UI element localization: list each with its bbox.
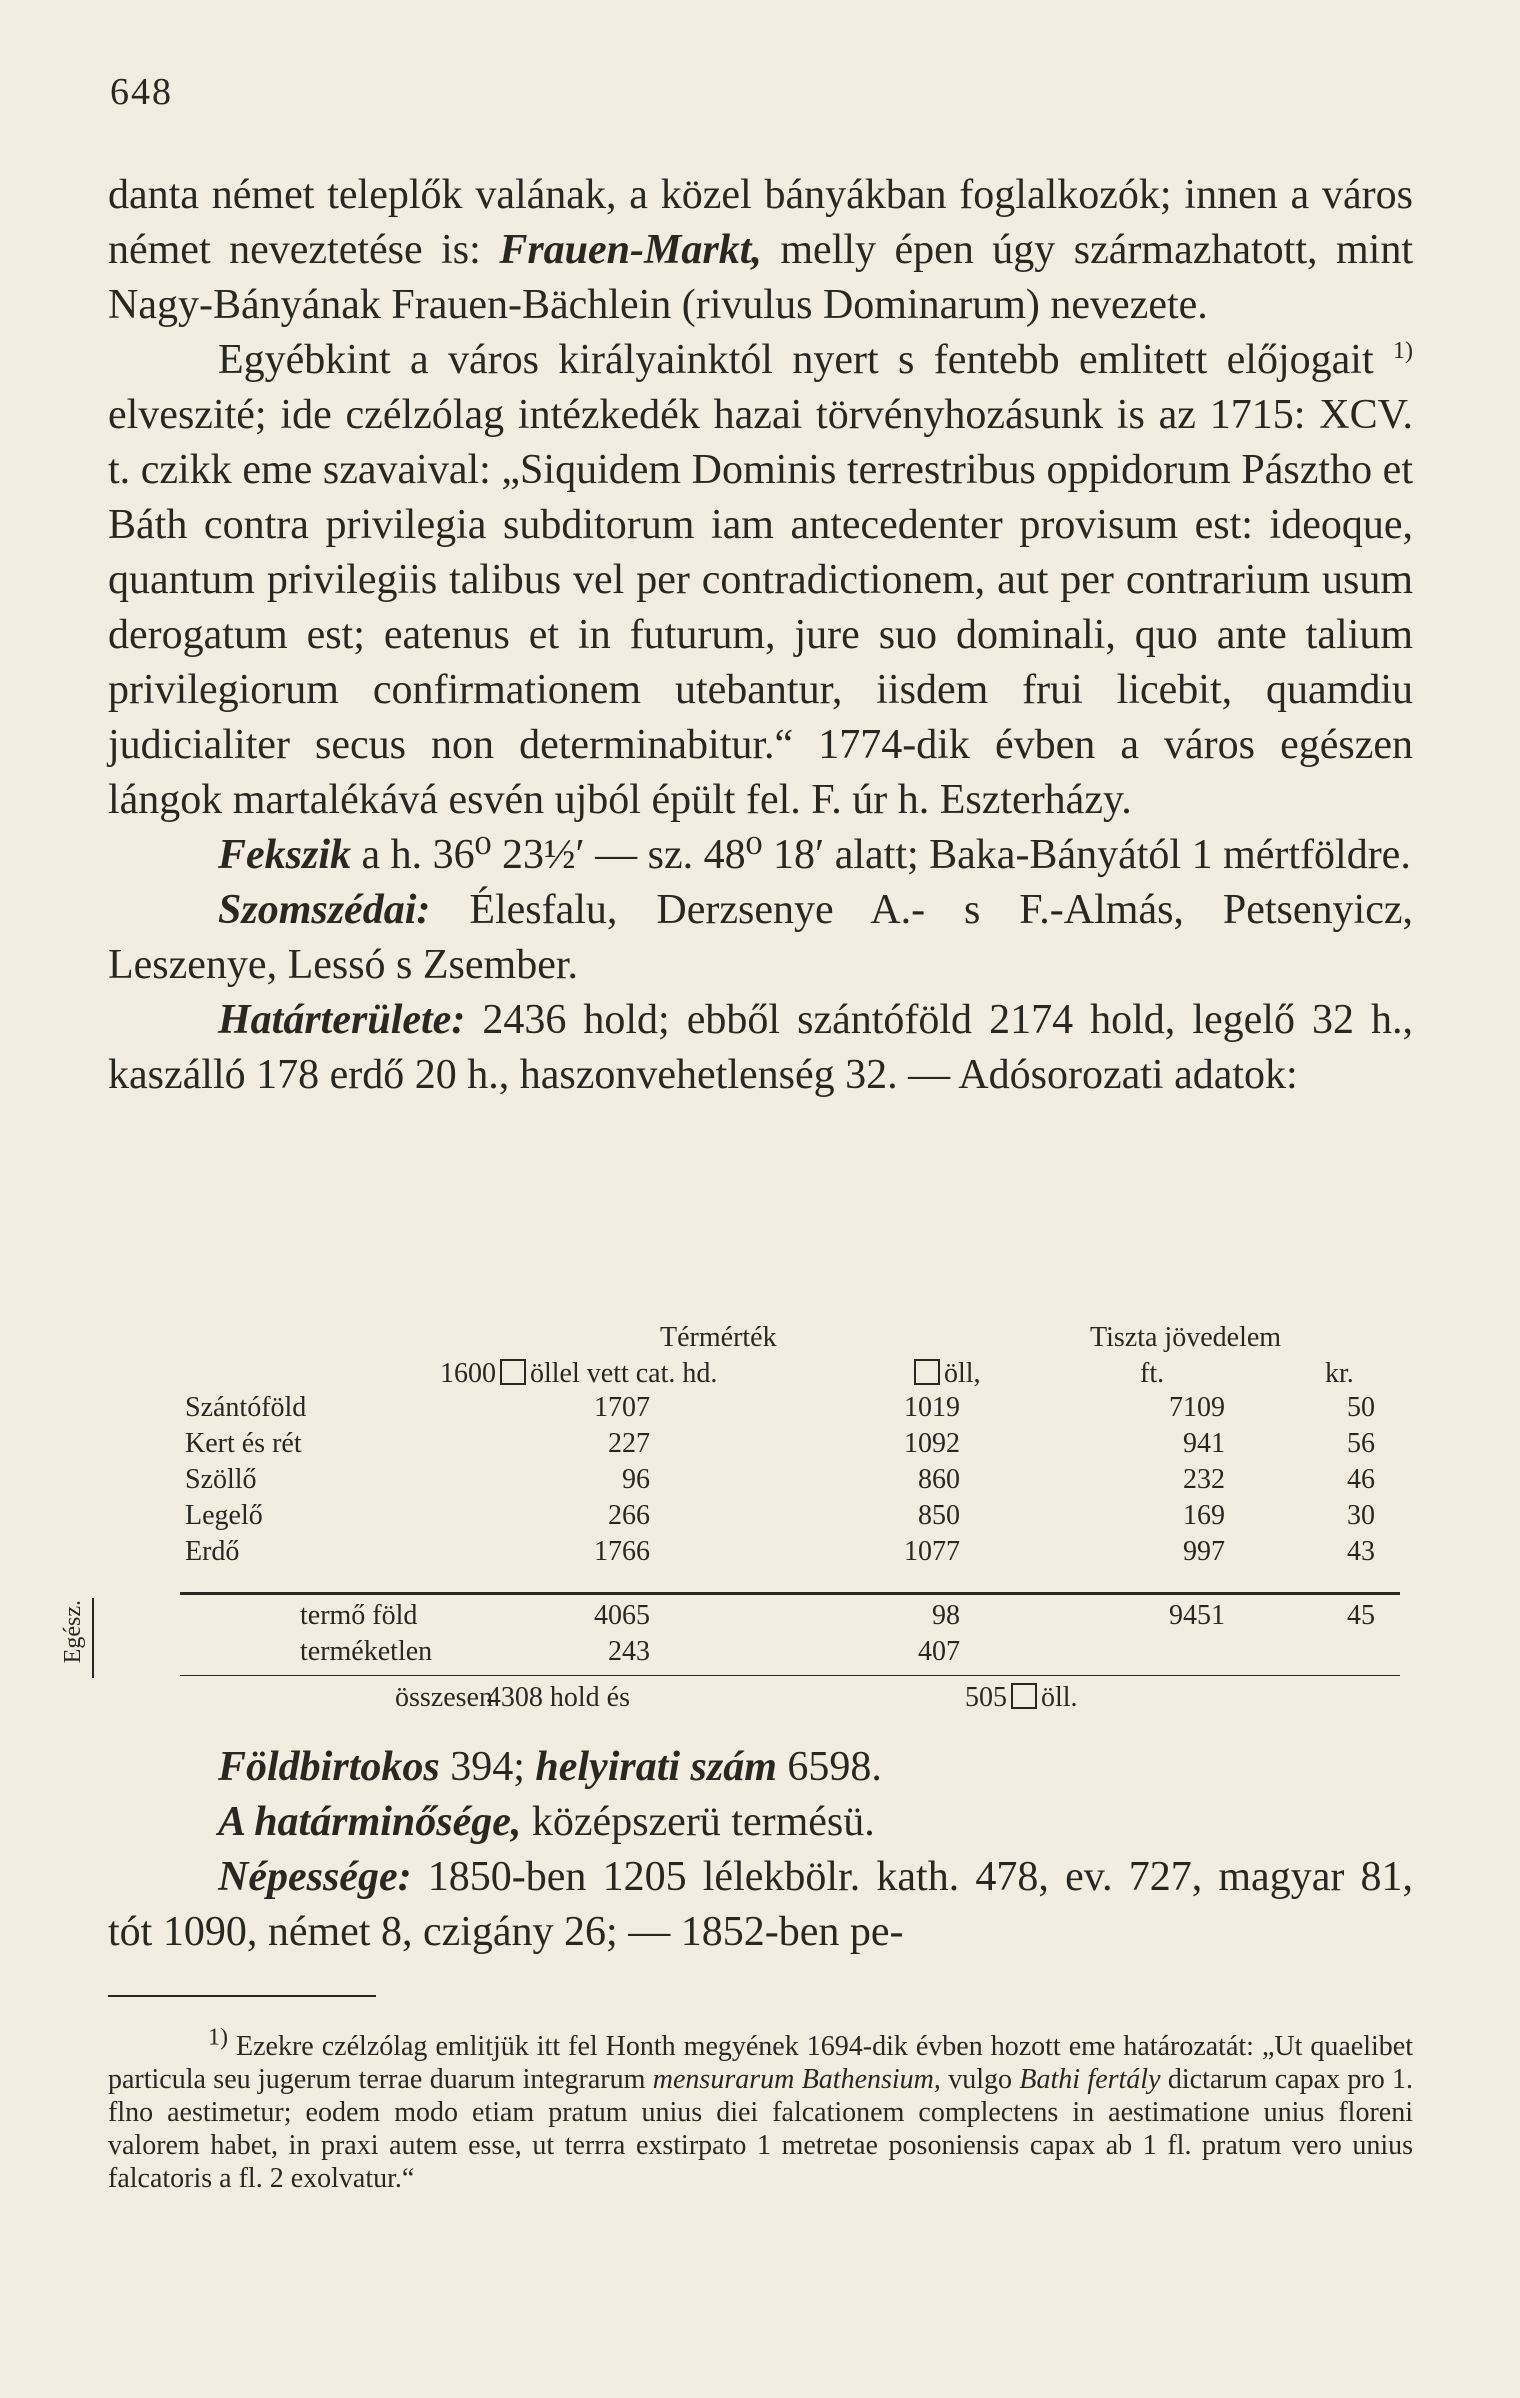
header-tiszta-jovedelem: Tiszta jövedelem (1090, 1322, 1282, 1353)
header-kr: kr. (1325, 1358, 1354, 1389)
header-oll: öll, (910, 1356, 981, 1391)
table-row: Erdő 1766 1077 997 43 (185, 1536, 1375, 1567)
land-table (150, 1320, 1400, 1715)
table-divider (180, 1592, 1400, 1595)
header-ft: ft. (1140, 1358, 1165, 1389)
total-row: összesen 4308 hold és 505 öll. (395, 1682, 1078, 1713)
table-row: Kert és rét 227 1092 941 56 (185, 1428, 1375, 1459)
tail-text (108, 1740, 1413, 1960)
footnote-ref: 1) (1393, 338, 1414, 364)
header-termertek: Térmérték (660, 1322, 777, 1353)
hatarterulete-label: Határterülete: (218, 997, 466, 1043)
table-row: Szöllő 96 860 232 46 (185, 1464, 1375, 1495)
square-icon (500, 1359, 526, 1385)
header-1600: 1600 öllel vett cat. hd. (440, 1358, 718, 1389)
paragraph-nepesseg: Népessége: 1850-ben 1205 lélekbölr. kath. 478, ev. 727, magyar 81, tót 1090, német 8, czigány 26; — 1852-ben pe- (108, 1854, 1414, 1955)
paragraph-1: danta német teleplők valának, a közel bányákban foglalkozók; innen a város német neveztetése is: Frauen-Markt, melly épen úgy származhatott, mint Nagy-Bányának Frauen-Bächlein (rivulus Dominarum) nevezete. (108, 172, 1414, 328)
page-number: 648 (110, 71, 173, 113)
main-text (108, 168, 1413, 1103)
fekszik-label: Fekszik (218, 832, 352, 878)
paragraph-hatarminoseg: A határminősége, középszerü termésü. (218, 1799, 875, 1845)
square-icon (914, 1359, 940, 1385)
paragraph-hatarterulete: Határterülete: 2436 hold; ebből szántóföld 2174 hold, legelő 32 h., kaszálló 178 erdő 20 h., haszonvehetlenség 32. — Adósorozati adatok: (108, 997, 1414, 1098)
frauen-markt-term: Frauen-Markt, (499, 227, 762, 273)
summary-row: termő föld 4065 98 9451 45 (300, 1600, 1375, 1631)
szomszedai-label: Szomszédai: (218, 887, 431, 933)
table-row: Legelő 266 850 169 30 (185, 1500, 1375, 1531)
table-body (150, 1390, 1400, 1570)
footnote-marker: 1) (208, 2024, 228, 2051)
square-icon (1011, 1683, 1037, 1709)
brace (92, 1598, 94, 1678)
footnote: $^{1)}$ Ezekre czélzólag emlitjük itt fel Honth megyének 1694-dik évben hozott eme határozatát: „Ut quaelibet particula seu jugerum terrae duarum integrarum mensurarum Bathensium, vulgo Bathi fertály dictarum capax pro 1. flno aestimetur; eodem modo etiam pratum unius diei falcationem complectens in aestimatione unius floreni valorem habet, in praxi autem esse, ut terrra exstirpato 1 metretae posoniensis capax ab 1 fl. pratum vero unius falcatoris a fl. 2 exolvatur.“ (108, 2024, 1414, 2194)
summary-rows (150, 1598, 1400, 1670)
table-header-row-1 (150, 1320, 1400, 1355)
paragraph-szomszedai: Szomszédai: Élesfalu, Derzsenye A.- s F.-Almás, Petsenyicz, Leszenye, Lessó s Zsember. (108, 887, 1413, 988)
paragraph-2: Egyébkint a város királyainktól nyert s fentebb emlitett előjogait $^{1)}$ elveszité; ide czélzólag intézkedék hazai törvényhozásunk is az 1715: XCV. t. czikk eme szavaival: „Siquidem Dominis terrestribus oppidorum Pásztho et Báth contra privilegia subditorum iam antecedenter provisum est: ideoque, quantum privilegiis talibus vel per contradictionem, aut per contrarium usum derogatum est; eatenus et in futurum, jure suo dominali, quo ante talium privilegiorum confirmationem utebantur, iisdem frui licebit, quamdiu judicialiter secus non determinabitur.“ 1774-dik évben a város egészen lángok martalékává esvén ujból épült fel. F. úr h. Eszterházy. (108, 337, 1414, 823)
paragraph-foldbirtokos: Földbirtokos 394; helyirati szám 6598. (218, 1744, 882, 1790)
paragraph-fekszik: Fekszik a h. 36⁰ 23½′ — sz. 48⁰ 18′ alatt; Baka-Bányától 1 mértföldre. (218, 832, 1411, 878)
summary-row: terméketlen 243 407 (300, 1636, 960, 1667)
table-header-row-2 (150, 1356, 1400, 1391)
side-label: Egész. (60, 1600, 86, 1664)
total-divider (180, 1675, 1400, 1676)
table-row: Szántóföld 1707 1019 7109 50 (185, 1392, 1375, 1423)
footnote-divider (108, 1995, 376, 1997)
